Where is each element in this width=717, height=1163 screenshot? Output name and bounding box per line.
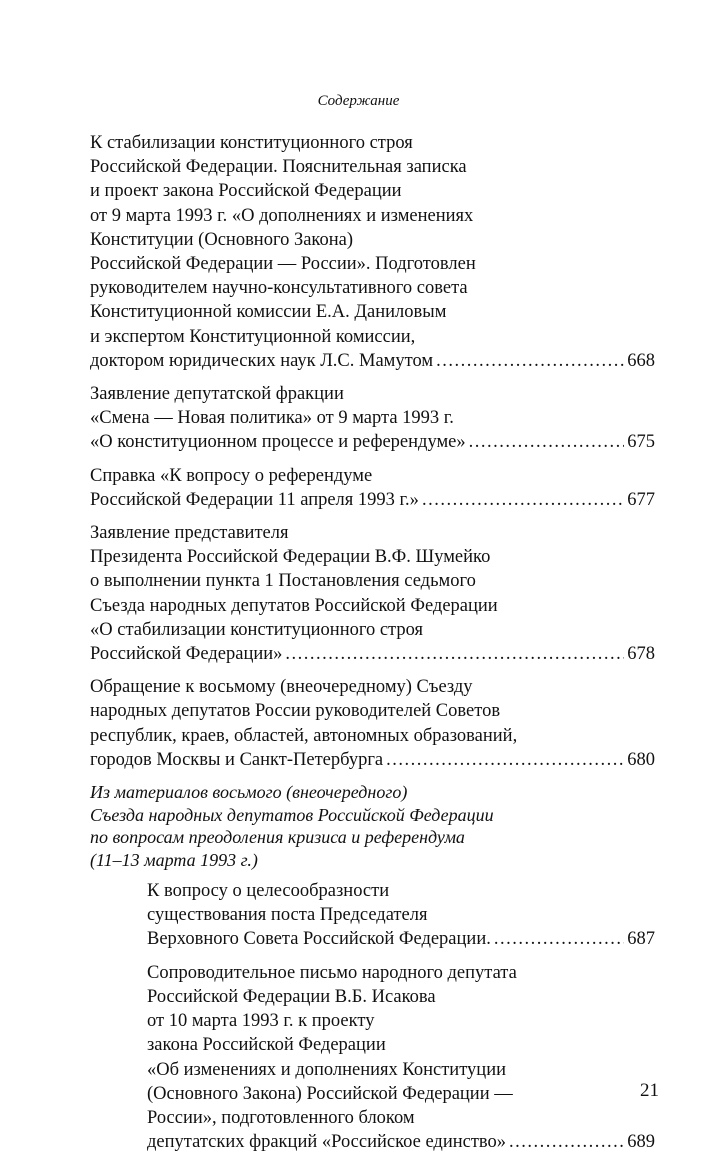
entry-text-line: и проект закона Российской Федерации xyxy=(90,181,402,202)
entry-text-line: К вопросу о целесообразности xyxy=(147,881,390,902)
page-ref: 668 xyxy=(627,350,655,371)
entry-text-line: депутатских фракций «Российское единство» xyxy=(147,1132,507,1153)
section-heading-line: Из материалов восьмого (внеочередного) xyxy=(90,782,408,803)
page-ref: 680 xyxy=(627,749,655,770)
running-header: Содержание xyxy=(317,93,400,109)
entry-text-line: доктором юридических наук Л.С. Мамутом xyxy=(90,350,434,371)
entry-text-line: Российской Федерации — России». Подготовлен xyxy=(90,254,476,275)
entry-text-line: «Об изменениях и дополнениях Конституции xyxy=(147,1059,506,1080)
page-ref: 675 xyxy=(627,432,655,453)
section-heading-line: (11–13 марта 1993 г.) xyxy=(90,849,258,870)
entry-last-line xyxy=(90,748,655,772)
page-ref: 689 xyxy=(627,1132,655,1153)
entry-text-line: Конституции (Основного Закона) xyxy=(90,229,354,250)
toc-sub-entry[interactable] xyxy=(147,961,655,1155)
section-heading-line: по вопросам преодоления кризиса и референдума xyxy=(90,827,465,848)
table-of-contents xyxy=(90,131,655,1163)
entry-last-line xyxy=(90,430,655,454)
page-ref: 677 xyxy=(627,489,655,510)
entry-text-line: Верховного Совета Российской Федерации. xyxy=(147,929,491,950)
dot-leader xyxy=(386,748,624,772)
entry-text-line: Конституционной комиссии Е.А. Даниловым xyxy=(90,302,447,323)
section-heading xyxy=(90,781,655,871)
dot-leader xyxy=(494,927,624,951)
entry-text-line: Заявление депутатской фракции xyxy=(90,384,344,405)
toc-entry[interactable] xyxy=(90,382,655,455)
entry-text-line: Сопроводительное письмо народного депутата xyxy=(147,962,517,983)
page-number: 21 xyxy=(640,1080,659,1101)
toc-entry[interactable] xyxy=(90,675,655,772)
entry-text-line: руководителем научно-консультативного совета xyxy=(90,278,468,299)
section-heading-line: Съезда народных депутатов Российской Федерации xyxy=(90,804,494,825)
entry-text-line: закона Российской Федерации xyxy=(147,1035,386,1056)
entry-text-line: Заявление представителя xyxy=(90,523,289,544)
entry-text-line: республик, краев, областей, автономных образований, xyxy=(90,725,518,746)
entry-last-line xyxy=(90,488,655,512)
page-ref: 687 xyxy=(627,929,655,950)
entry-text-line: России», подготовленного блоком xyxy=(147,1107,415,1128)
entry-text-line: (Основного Закона) Российской Федерации — xyxy=(147,1083,513,1104)
entry-last-line xyxy=(147,1130,655,1154)
toc-sub-entry[interactable] xyxy=(147,879,655,952)
entry-text-line: «О конституционном процессе и референдуме» xyxy=(90,432,466,453)
entry-text-line: «Смена — Новая политика» от 9 марта 1993 г. xyxy=(90,408,454,429)
entry-last-line xyxy=(90,349,655,373)
entry-text-line: о выполнении пункта 1 Постановления седьмого xyxy=(90,571,476,592)
entry-text-line: Обращение к восьмому (внеочередному) Съезду xyxy=(90,677,473,698)
dot-leader xyxy=(422,488,624,512)
entry-text-line: от 10 марта 1993 г. к проекту xyxy=(147,1011,375,1032)
entry-text-line: и экспертом Конституционной комиссии, xyxy=(90,326,416,347)
entry-text-line: народных депутатов России руководителей Советов xyxy=(90,701,501,722)
entry-text-line: существования поста Председателя xyxy=(147,905,428,926)
entry-text-line: Российской Федерации 11 апреля 1993 г.» xyxy=(90,489,419,510)
entry-text-line: К стабилизации конституционного строя xyxy=(90,133,413,153)
entry-text-line: от 9 марта 1993 г. «О дополнениях и изменениях xyxy=(90,205,474,226)
dot-leader xyxy=(509,1130,624,1154)
entry-text-line: Российской Федерации» xyxy=(90,644,283,665)
entry-text-line: Съезда народных депутатов Российской Федерации xyxy=(90,595,498,616)
entry-text-line: «О стабилизации конституционного строя xyxy=(90,619,424,640)
dot-leader xyxy=(469,430,625,454)
toc-entry[interactable] xyxy=(90,521,655,666)
entry-text-line: Президента Российской Федерации В.Ф. Шумейко xyxy=(90,547,491,568)
entry-last-line xyxy=(147,927,655,951)
entry-text-line: городов Москвы и Санкт-Петербурга xyxy=(90,749,384,770)
entry-last-line xyxy=(90,642,655,666)
dot-leader xyxy=(285,642,624,666)
page-ref: 678 xyxy=(627,644,655,665)
toc-entry[interactable] xyxy=(90,464,655,512)
toc-entry[interactable] xyxy=(90,131,655,373)
entry-text-line: Российской Федерации. Пояснительная записка xyxy=(90,157,467,178)
entry-text-line: Справка «К вопросу о референдуме xyxy=(90,465,373,486)
dot-leader xyxy=(436,349,624,373)
entry-text-line: Российской Федерации В.Б. Исакова xyxy=(147,986,436,1007)
